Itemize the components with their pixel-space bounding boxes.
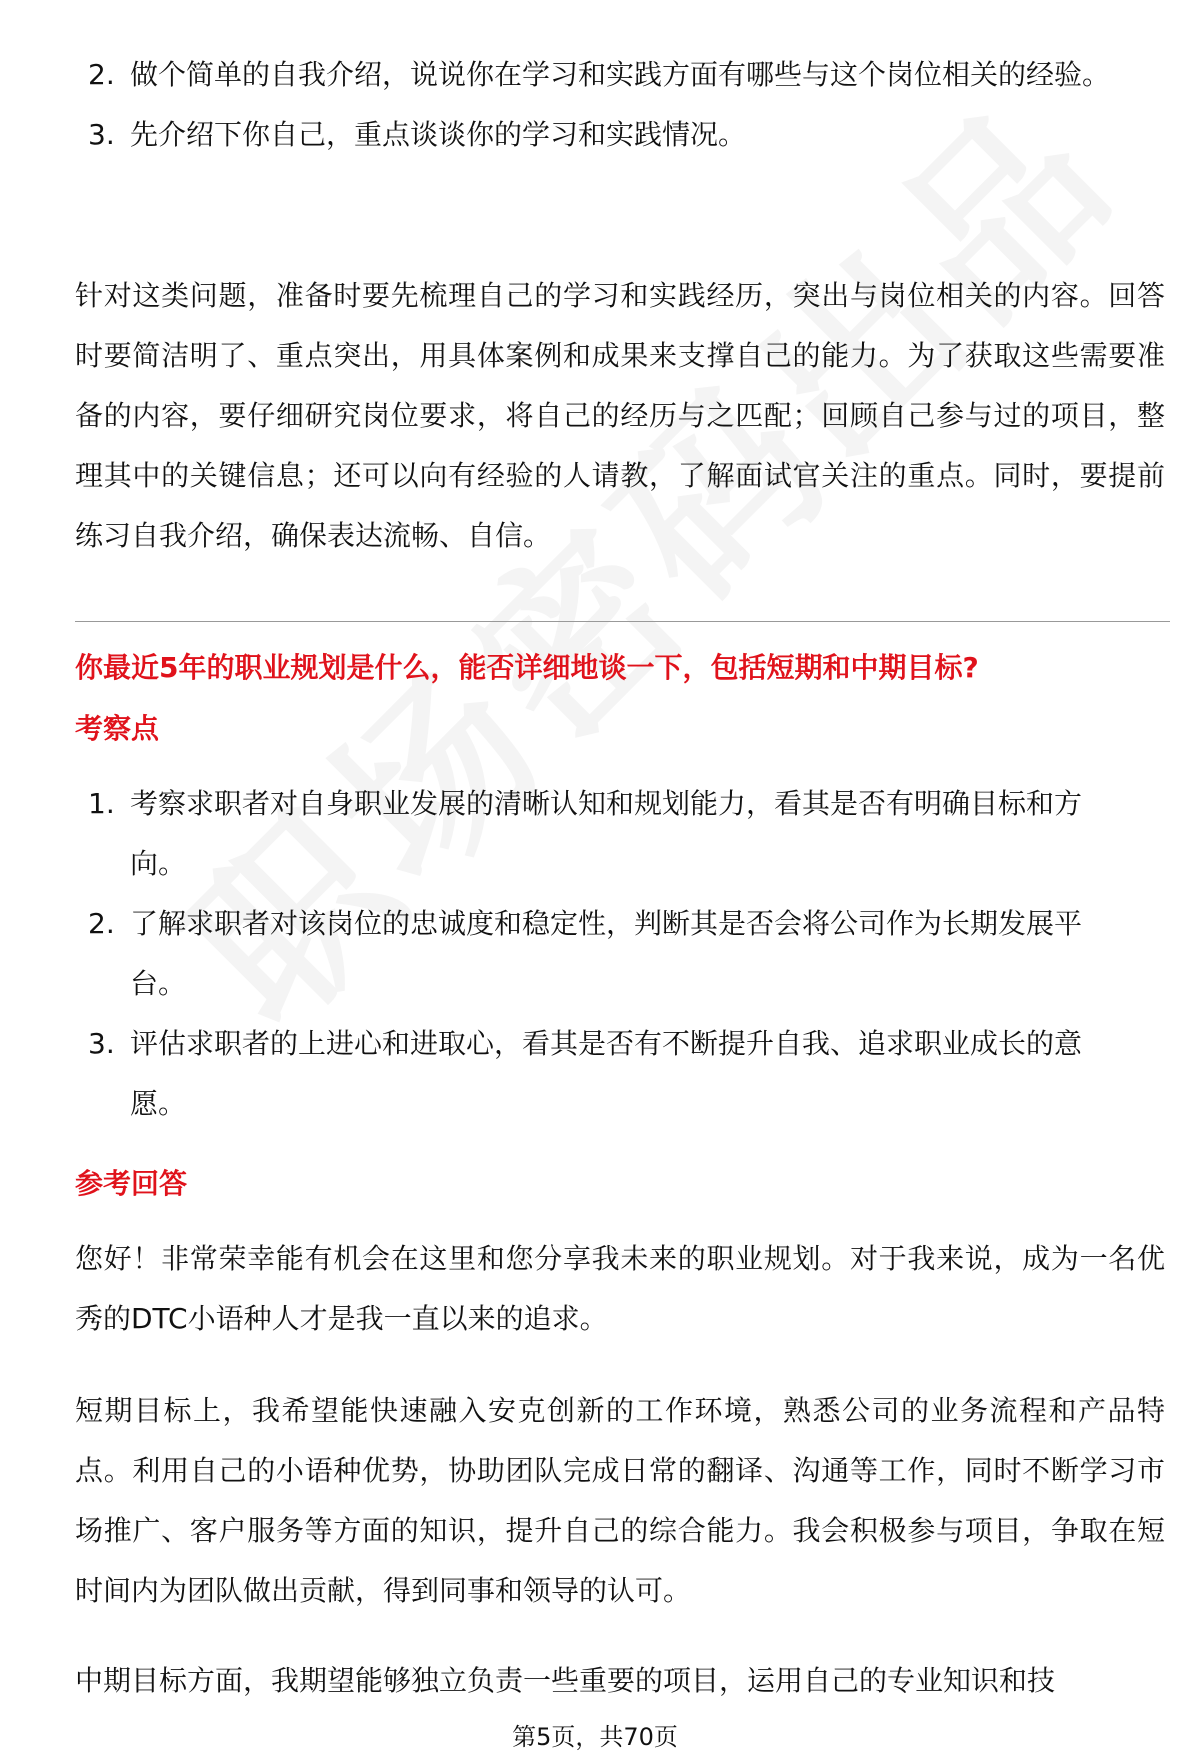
list-text: 考察求职者对自身职业发展的清晰认知和规划能力，看其是否有明确目标和方向。	[130, 787, 1083, 880]
answer-paragraph-1: 您好！非常荣幸能有机会在这里和您分享我未来的职业规划。对于我来说，成为一名优秀的DTC小语种人才是我一直以来的追求。	[75, 1242, 1165, 1335]
list-text: 先介绍下你自己，重点谈谈你的学习和实践情况。	[130, 118, 747, 151]
answer-heading: 参考回答	[75, 1167, 188, 1200]
list-item	[0, 774, 1190, 894]
list-text: 做个简单的自我介绍，说说你在学习和实践方面有哪些与这个岗位相关的经验。	[130, 58, 1111, 91]
list-item	[0, 894, 1190, 1014]
list-number: 3.	[88, 118, 115, 151]
list-item	[0, 1014, 1190, 1134]
prep-paragraph: 针对这类问题，准备时要先梳理自己的学习和实践经历，突出与岗位相关的内容。回答时要简洁明了、重点突出，用具体案例和成果来支撑自己的能力。为了获取这些需要准备的内容，要仔细研究岗位要求，将自己的经历与之匹配；回顾自己参与过的项目，整理其中的关键信息；还可以向有经验的人请教，了解面试官关注的重点。同时，要提前练习自我介绍，确保表达流畅、自信。	[75, 279, 1165, 552]
list-number: 2.	[88, 58, 115, 91]
answer-paragraph-2: 短期目标上，我希望能快速融入安克创新的工作环境，熟悉公司的业务流程和产品特点。利用自己的小语种优势，协助团队完成日常的翻译、沟通等工作，同时不断学习市场推广、客户服务等方面的知识，提升自己的综合能力。我会积极参与项目，争取在短时间内为团队做出贡献，得到同事和领导的认可。	[75, 1394, 1165, 1607]
examine-list	[0, 774, 1190, 1134]
list-text: 评估求职者的上进心和进取心，看其是否有不断提升自我、追求职业成长的意愿。	[130, 1027, 1083, 1120]
answer-paragraph-3: 中期目标方面，我期望能够独立负责一些重要的项目，运用自己的专业知识和技	[75, 1664, 1056, 1697]
section-divider	[75, 621, 1170, 622]
list-number: 1.	[88, 787, 115, 820]
question-heading: 你最近5年的职业规划是什么，能否详细地谈一下，包括短期和中期目标?	[75, 651, 979, 684]
list-text: 了解求职者对该岗位的忠诚度和稳定性，判断其是否会将公司作为长期发展平台。	[130, 907, 1083, 1000]
list-item	[0, 45, 1190, 105]
top-numbered-list	[0, 45, 1190, 165]
list-number: 3.	[88, 1027, 115, 1060]
examine-heading: 考察点	[75, 712, 160, 745]
page-footer: 第5页，共70页	[512, 1723, 678, 1751]
list-item	[0, 105, 1190, 165]
list-number: 2.	[88, 907, 115, 940]
